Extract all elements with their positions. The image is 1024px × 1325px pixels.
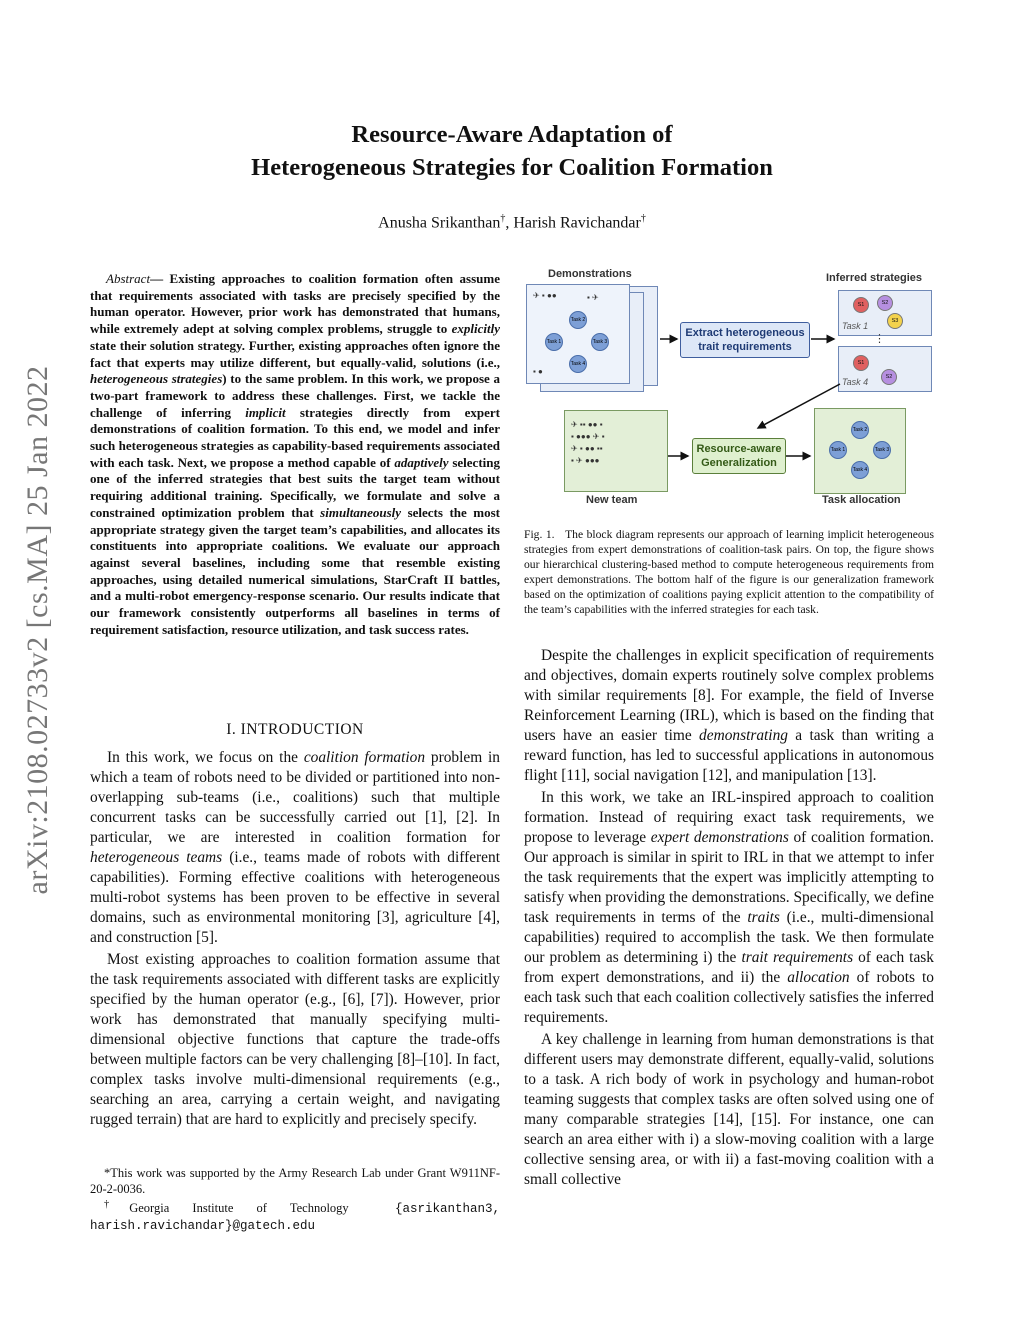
robot-icons: ✈ ▪ ●● [533,291,557,300]
caption-text: The block diagram represents our approach of learning implicit heterogeneous strategies from expert demonstrations of coalition-task pairs. On top, the figure shows our hierarchical clustering-based method to compute heterogeneous requirements from expert demonstrations. The bottom half of the figure is our generalization framework based on the optimization of coalitions paying explicit attention to the compatibility of the team’s capabilities with the inferred strategies for each task. [524,528,934,616]
right-paragraph-3: A key challenge in learning from human demonstrations is that different users may demonstrate different, equally-valid, solutions to a task. A rich body of work in psychology and human-robot teaming suggests that complex tasks are often solved using one of many comparable strategies [14], [15]. For instance, one can search an area either with i) a slow-moving coalition with a large collective sensing area, or with ii) a fast-moving coalition with a small collective [524,1031,934,1188]
robot-icons: ✈ ▪▪ ●● ▪ ▪ ●●● ✈ ▪ ✈ ▪ ●● ▪▪ ▪ ✈ ●●● [571,420,605,465]
footnote-funding: *This work was supported by the Army Research Lab under Grant W911NF-20-2-0036. [90,1166,500,1196]
new-team-panel [564,410,668,492]
author-1: Anusha Srikanthan [378,214,501,232]
task-2-node: Task 2 [569,311,587,329]
extract-requirements-block: Extract heterogeneous trait requirements [680,322,810,358]
abstract-label: Abstract [106,271,151,286]
new-team-label: New team [586,494,638,506]
figure-1-block-diagram [522,266,936,510]
task-2-node: Task 2 [851,421,869,439]
ellipsis: ⋮ [874,333,885,345]
task-1-caption: Task 1 [842,321,869,331]
paper-title [100,118,924,184]
footnote-affiliation: †Georgia Institute of Technology {asrikanthan3, harish.ravichandar}@gatech.edu [90,1199,501,1234]
arxiv-id: arXiv:2108.02733v2 [cs.MA] 25 Jan 2022 [21,365,54,895]
author-2: Harish Ravichandar [513,214,641,232]
author-2-dagger: † [640,213,646,224]
task-4-node: Task 4 [851,461,869,479]
author-1-dagger: † [500,213,506,224]
robot-icons: ▪ ✈ [587,293,599,302]
strategy-s1: S1 [853,297,869,313]
task-1-node: Task 1 [545,333,563,351]
abstract-text: selecting one of the inferred strategies that best suits the target team without requiring additional training. Specifically, we formulate and solve a constrained optimization problem that [90,454,500,520]
right-paragraph-1: Despite the challenges in explicit specification of requirements and objectives, domain experts routinely solve complex problems with similar requirements [8]. For example, the field of Inverse Reinforcement Learning (IRL), which is based on the finding that users have an easier time demonstrating a task than writing a reward function, has led to successful applications in autonomous flight [11], social navigation [12], and manipulation [13]. [524,647,934,784]
abstract [90,271,500,638]
task-allocation-panel [814,408,906,494]
title-line-2: Heterogeneous Strategies for Coalition Formation [251,154,773,181]
task-4-caption: Task 4 [842,377,869,387]
strategy-s3: S3 [887,313,903,329]
abstract-emph: adaptively [394,454,449,470]
abstract-text: state their solution strategy. Further, existing approaches often ignore the fact that experts may utilize different, but equally-valid, solutions (i.e., [90,337,500,370]
abstract-emph: heterogeneous strategies [90,371,223,387]
footnotes [90,1165,500,1234]
strategy-s2: S2 [881,369,897,385]
right-column-body [524,646,934,1192]
section-heading-introduction: I. INTRODUCTION [226,721,364,738]
task-3-node: Task 3 [591,333,609,351]
abstract-emph: simultaneously [320,504,402,520]
title-line-1: Resource-Aware Adaptation of [351,121,673,148]
figure-1-caption [524,527,934,617]
strategy-s2: S2 [877,295,893,311]
right-paragraph-2: In this work, we take an IRL-inspired approach to coalition formation. Instead of requiring exact task requirements, we propose to leverage expert demonstrations of coalition formation. Our approach is similar in spirit to IRL in that we attempt to infer the task requirements that the expert was implicitly attempting to satisfy when providing the demonstrations. Specifically, we define task requirements in terms of the traits (i.e., multi-dimensional capabilities) required to accomplish the task. We then formulate our problem as determining i) the trait requirements of each task from expert demonstrations, and ii) the allocation of robots to each task such that each coalition collectively satisfies the inferred requirements. [524,789,935,1026]
caption-label: Fig. 1. [524,528,555,541]
intro-paragraph-2: Most existing approaches to coalition formation assume that the task requirements associated with different tasks are explicitly specified by the human operator (e.g., [6], [7]). However, prior work has demonstrated that manually specifying multi-dimensional objective functions that capture the trade-offs between multiple factors can be very challenging [8]–[10]. In fact, complex tasks involve multi-dimensional requirements (e.g., searching an area, carrying a certain weight, and navigating rugged terrain) that are hard to explicitly and precisely specify. [90,951,500,1128]
demonstrations-label: Demonstrations [548,268,632,280]
intro-paragraph-1: In this work, we focus on the coalition formation problem in which a team of robots need to be divided or partitioned into non-overlapping sub-teams (i.e., coalitions) such that multiple concurrent tasks can be successfully carried out [1], [2]. In particular, we are interested in coalition formation for heterogeneous teams (i.e., teams made of robots with different capabilities). Forming effective coalitions with heterogeneous multi-robot systems has been proven to be effective in several domains, such as environmental monitoring [3], agriculture [4], and construction [5]. [90,749,500,946]
author-emails: {asrikanthan3, harish.ravichandar}@gatech.edu [90,1202,501,1234]
abstract-emph: explicitly [451,321,500,337]
task-4-node: Task 4 [569,355,587,373]
author-list: Anusha Srikanthan†, Harish Ravichandar† [378,213,646,232]
task-3-node: Task 3 [873,441,891,459]
robot-icons: ▪ ● [533,367,543,376]
arxiv-sidebar-stamp [8,300,68,960]
introduction-body [90,748,500,1132]
abstract-emph: implicit [245,404,286,420]
generalization-block: Resource-aware Generalization [692,438,786,474]
task-1-node: Task 1 [829,441,847,459]
abstract-text: ) to the same problem. In this work, we propose a two-part framework to address these challenges. First, we tackle the challenge of inferring [90,371,500,420]
inferred-strategies-label: Inferred strategies [826,272,922,284]
task-allocation-label: Task allocation [822,494,901,506]
abstract-text: strategies directly from expert demonstrations of coalition formation. To this end, we model and infer such heterogeneous strategies as capability-based requirements associated with each task. Next, we propose a method capable of [90,404,500,470]
abstract-text: selects the most appropriate strategy given the target team’s capabilities, and allocates its constituents into appropriate coalitions. We evaluate our approach against several baselines, including some that resemble existing approaches, using detailed numerical simulations, StarCraft II battles, and a multi-robot emergency-response scenario. Our results indicate that our framework consistently outperforms all baselines in terms of requirement satisfaction, resource utilization, and task success rates. [90,504,500,637]
abstract-text: — Existing approaches to coalition formation often assume that requirements associated with tasks are precisely specified by the human operator. However, prior work has demonstrated that humans, while extremely adept at solving complex problems, struggle to [90,271,500,337]
strategy-s1: S1 [853,355,869,371]
